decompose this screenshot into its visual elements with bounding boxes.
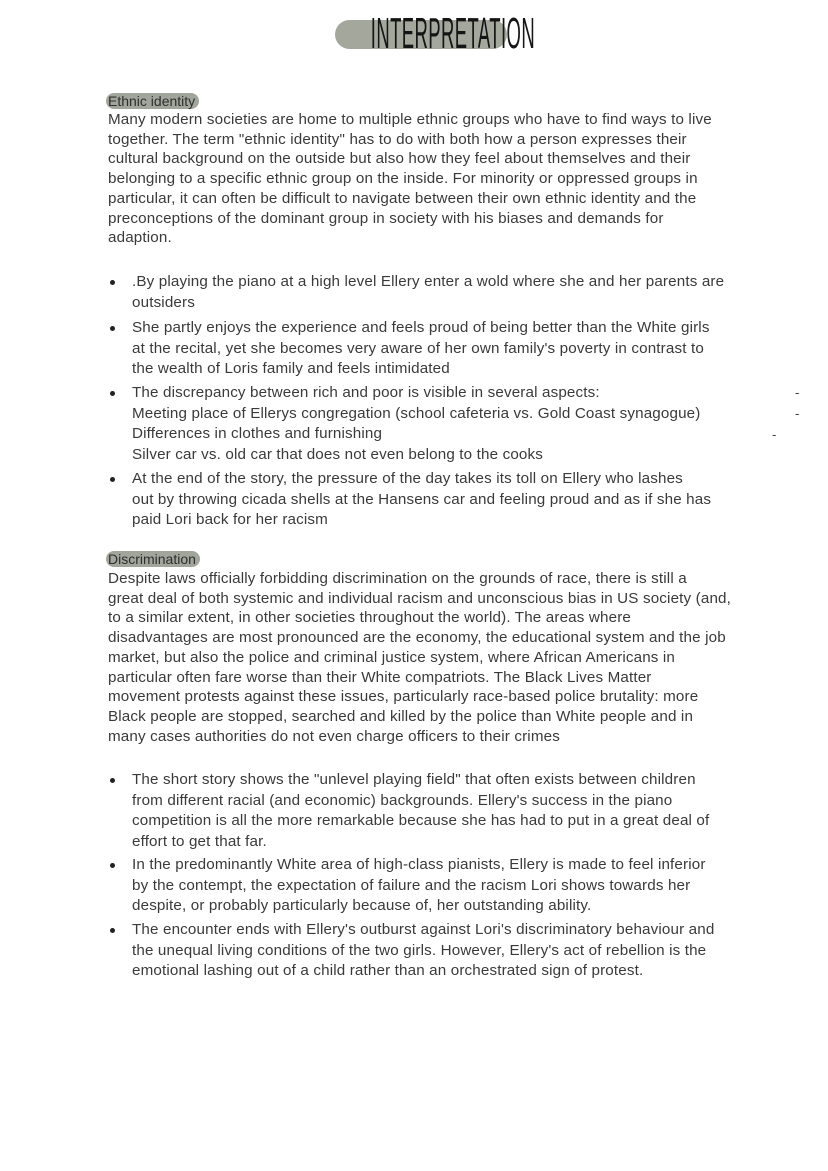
bullet-line: the unequal living conditions of the two girls. However, Ellery's act of rebellion is the bbox=[132, 942, 707, 959]
bullet-line: She partly enjoys the experience and feels proud of being better than the White girls bbox=[132, 319, 710, 336]
bullet-line: At the end of the story, the pressure of the day takes its toll on Ellery who lashes bbox=[132, 470, 683, 487]
bullet-line: despite, or probably particularly because of, her outstanding ability. bbox=[132, 897, 592, 914]
bullet-line: .By playing the piano at a high level Ellery enter a wold where she and her parents are bbox=[132, 273, 725, 290]
bullet-icon bbox=[110, 326, 115, 331]
bullet-line: paid Lori back for her racism bbox=[132, 511, 328, 528]
bullet-line: The discrepancy between rich and poor is visible in several aspects: bbox=[132, 384, 600, 401]
paragraph-line: adaption. bbox=[108, 229, 172, 246]
dash-mark: - bbox=[795, 406, 800, 421]
paragraph-line: many cases authorities do not even charge officers to their crimes bbox=[108, 728, 560, 745]
paragraph-line: market, but also the police and criminal justice system, where African Americans in bbox=[108, 649, 676, 666]
paragraph-line: Many modern societies are home to multiple ethnic groups who have to find ways to live bbox=[108, 111, 712, 128]
bullet-line: In the predominantly White area of high-class pianists, Ellery is made to feel inferior bbox=[132, 856, 706, 873]
paragraph-line: particular, it can often be difficult to navigate between their own ethnic identity and the bbox=[108, 190, 697, 207]
bullet-line: at the recital, yet she becomes very aware of her own family's poverty in contrast to bbox=[132, 340, 704, 357]
dash-mark: - bbox=[772, 427, 777, 442]
page-title: INTERPRETATION bbox=[370, 9, 536, 58]
paragraph-line: Despite laws officially forbidding discrimination on the grounds of race, there is still a bbox=[108, 570, 687, 587]
bullet-line: from different racial (and economic) backgrounds. Ellery's success in the piano bbox=[132, 792, 673, 809]
bullet-line: outsiders bbox=[132, 294, 195, 311]
bullet-line: Meeting place of Ellerys congregation (school cafeteria vs. Gold Coast synagogue) bbox=[132, 405, 701, 422]
paragraph-line: great deal of both systemic and individual racism and unconscious bias in US society (and, bbox=[108, 590, 732, 607]
bullet-icon bbox=[110, 928, 115, 933]
bullet-icon bbox=[110, 778, 115, 783]
paragraph-line: Black people are stopped, searched and killed by the police than White people and in bbox=[108, 708, 694, 725]
bullet-line: by the contempt, the expectation of failure and the racism Lori shows towards her bbox=[132, 877, 691, 894]
bullet-line: effort to get that far. bbox=[132, 833, 267, 850]
bullet-line: emotional lashing out of a child rather than an orchestrated sign of protest. bbox=[132, 962, 644, 979]
bullet-icon bbox=[110, 391, 115, 396]
paragraph-line: disadvantages are most pronounced are the economy, the educational system and the job bbox=[108, 629, 726, 646]
paragraph-line: cultural background on the outside but also how they feel about themselves and their bbox=[108, 150, 691, 167]
bullet-line: Silver car vs. old car that does not even belong to the cooks bbox=[132, 446, 544, 463]
section-heading: Discrimination bbox=[106, 551, 200, 567]
bullet-icon bbox=[110, 280, 115, 285]
bullet-line: The encounter ends with Ellery's outburst against Lori's discriminatory behaviour and bbox=[132, 921, 715, 938]
dash-mark: - bbox=[795, 385, 800, 400]
bullet-line: The short story shows the "unlevel playing field" that often exists between children bbox=[132, 771, 696, 788]
paragraph-line: particular often fare worse than their White compatriots. The Black Lives Matter bbox=[108, 669, 652, 686]
paragraph-line: movement protests against these issues, particularly race-based police brutality: more bbox=[108, 688, 699, 705]
bullet-line: Differences in clothes and furnishing bbox=[132, 425, 383, 442]
bullet-icon bbox=[110, 477, 115, 482]
paragraph-line: to a similar extent, in other societies throughout the world). The areas where bbox=[108, 609, 631, 626]
section-heading: Ethnic identity bbox=[106, 93, 199, 109]
paragraph-line: together. The term "ethnic identity" has to do with both how a person expresses their bbox=[108, 131, 687, 148]
paragraph-line: preconceptions of the dominant group in society with his biases and demands for bbox=[108, 210, 664, 227]
bullet-line: the wealth of Loris family and feels intimidated bbox=[132, 360, 450, 377]
paragraph-line: belonging to a specific ethnic group on the inside. For minority or oppressed groups in bbox=[108, 170, 698, 187]
bullet-line: competition is all the more remarkable because she has had to put in a great deal of bbox=[132, 812, 710, 829]
bullet-icon bbox=[110, 863, 115, 868]
bullet-line: out by throwing cicada shells at the Hansens car and feeling proud and as if she has bbox=[132, 491, 712, 508]
